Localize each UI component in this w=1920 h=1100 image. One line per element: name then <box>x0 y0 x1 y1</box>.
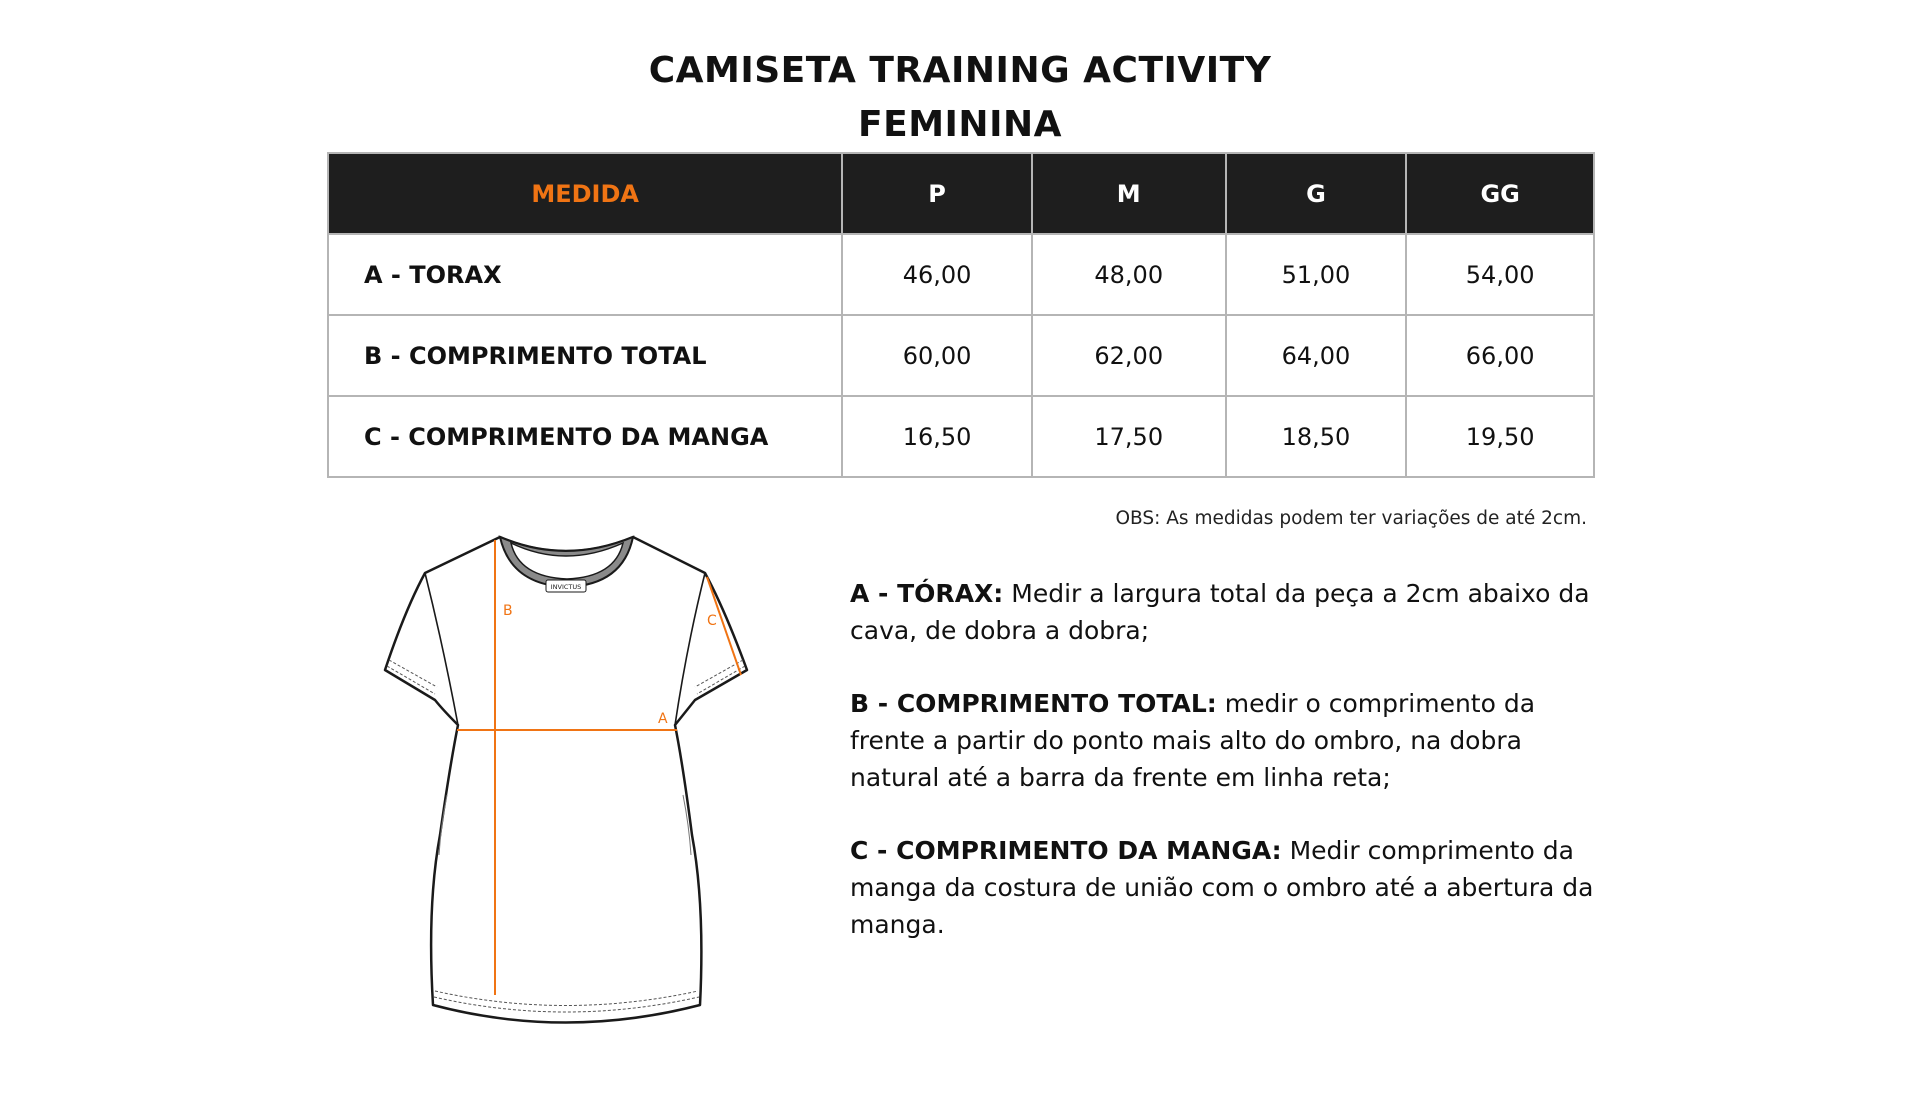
table-row <box>328 315 1594 396</box>
table-cell: 51,00 <box>1226 234 1407 315</box>
description-text: medir o comprimento da frente a partir do ponto mais alto do ombro, na dobra natural até a barra da frente em linha reta; <box>850 689 1536 792</box>
table-cell: 18,50 <box>1226 396 1407 477</box>
description-term: B - COMPRIMENTO TOTAL: <box>850 689 1217 718</box>
brand-tag-text: INVICTUS <box>550 583 582 591</box>
header-size-g: G <box>1226 153 1407 234</box>
table-cell: 60,00 <box>842 315 1032 396</box>
page-title <box>0 44 1920 152</box>
table-cell: 17,50 <box>1032 396 1226 477</box>
row-label-comprimento-total: B - COMPRIMENTO TOTAL <box>328 315 842 396</box>
description-term: A - TÓRAX: <box>850 579 1004 608</box>
description-comprimento-total <box>850 685 1600 796</box>
table-cell: 54,00 <box>1406 234 1594 315</box>
table-cell: 19,50 <box>1406 396 1594 477</box>
measurement-descriptions <box>850 575 1600 979</box>
title-line-1: CAMISETA TRAINING ACTIVITY <box>648 50 1272 91</box>
row-label-comprimento-manga: C - COMPRIMENTO DA MANGA <box>328 396 842 477</box>
header-size-m: M <box>1032 153 1226 234</box>
marker-b: B <box>503 603 513 619</box>
tshirt-illustration <box>365 525 785 1025</box>
table-cell: 66,00 <box>1406 315 1594 396</box>
table-cell: 16,50 <box>842 396 1032 477</box>
table-header-row <box>328 153 1594 234</box>
size-table <box>327 152 1595 478</box>
table-cell: 48,00 <box>1032 234 1226 315</box>
description-torax <box>850 575 1600 649</box>
header-medida: MEDIDA <box>328 153 842 234</box>
description-text: Medir comprimento da manga da costura de união com o ombro até a abertura da manga. <box>850 836 1594 939</box>
table-cell: 62,00 <box>1032 315 1226 396</box>
table-row <box>328 234 1594 315</box>
table-cell: 64,00 <box>1226 315 1407 396</box>
header-size-p: P <box>842 153 1032 234</box>
table-row <box>328 396 1594 477</box>
obs-note: OBS: As medidas podem ter variações de até 2cm. <box>1115 508 1587 529</box>
table-cell: 46,00 <box>842 234 1032 315</box>
shirt-outline <box>385 537 747 1023</box>
description-text: Medir a largura total da peça a 2cm abaixo da cava, de dobra a dobra; <box>850 579 1590 645</box>
description-comprimento-manga <box>850 832 1600 943</box>
row-label-torax: A - TORAX <box>328 234 842 315</box>
description-term: C - COMPRIMENTO DA MANGA: <box>850 836 1282 865</box>
marker-c: C <box>707 613 717 629</box>
header-size-gg: GG <box>1406 153 1594 234</box>
marker-a: A <box>658 711 668 727</box>
title-line-2: FEMININA <box>858 104 1062 145</box>
